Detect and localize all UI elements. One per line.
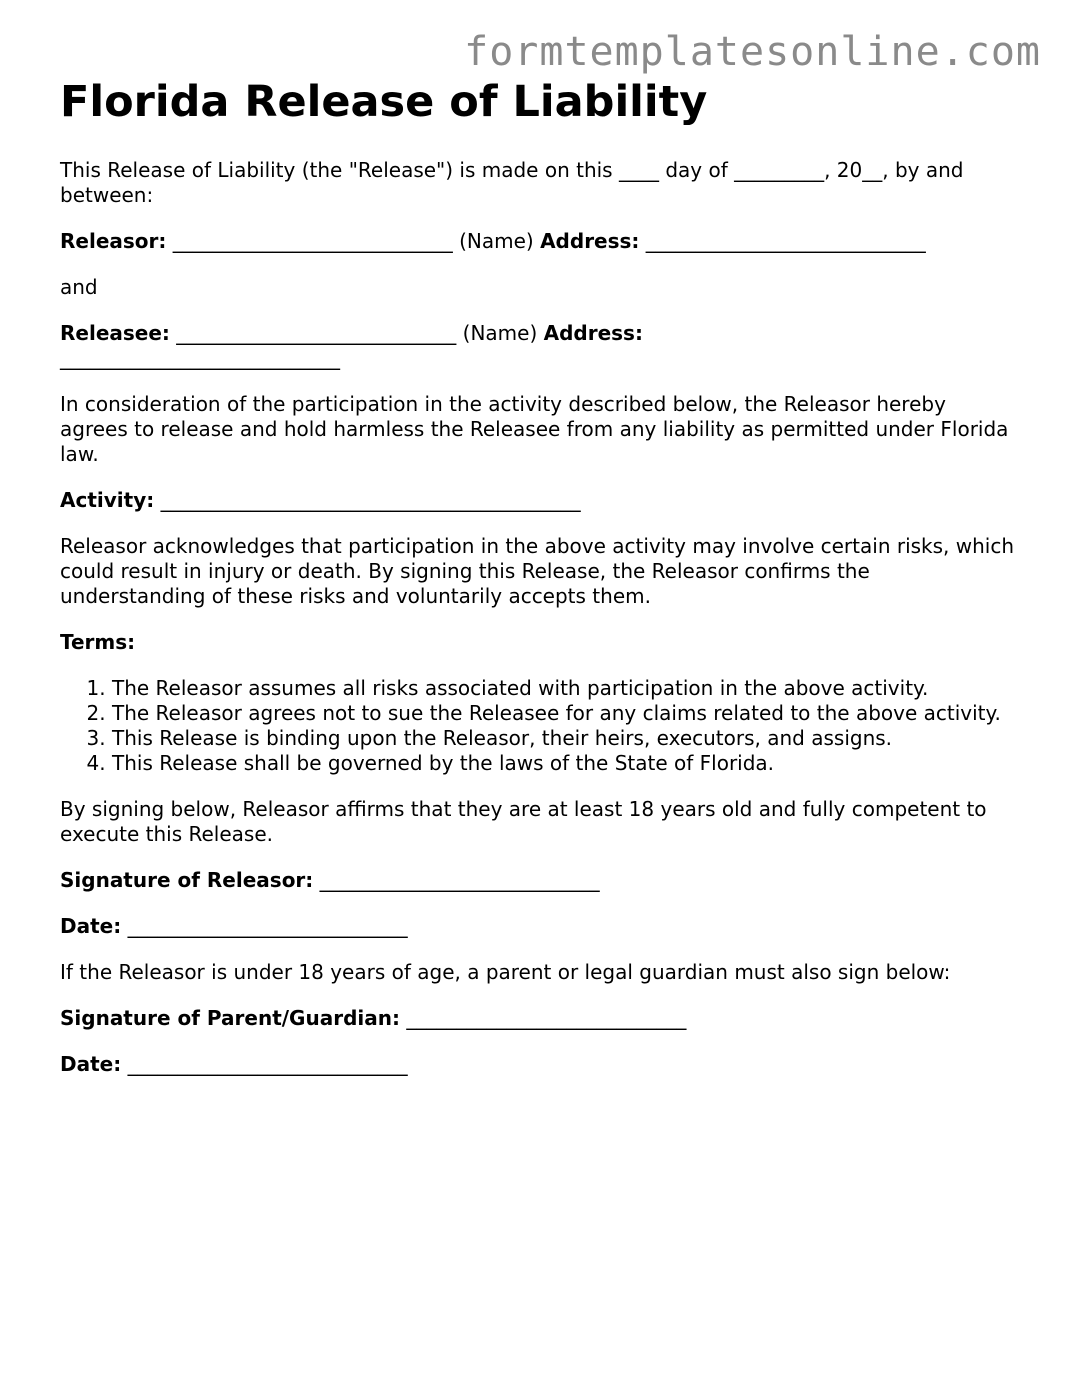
releasor-name-blank[interactable]: ____________________________ [172,229,453,253]
releasor-date-label: Date: [60,914,122,938]
releasor-line [60,229,1020,254]
terms-item: 1. The Releasor assumes all risks associated with participation in the above activity. [112,676,1020,701]
releasor-date-line [60,914,1020,939]
guardian-date-blank[interactable]: ____________________________ [127,1052,408,1076]
terms-list [60,676,1020,776]
consideration-paragraph: In consideration of the participation in the activity described below, the Releasor hereby agrees to release and hold harmless the Releasee from any liability as permitted under Florida law. [60,392,1009,466]
terms-item: 3. This Release is binding upon the Releasor, their heirs, executors, and assigns. [112,726,1020,751]
acknowledgement-paragraph: Releasor acknowledges that participation in the above activity may involve certain risks, which could result in injury or death. By signing this Release, the Releasor confirms the understanding of these risks and voluntarily accepts them. [60,534,1015,608]
affirmation-paragraph: By signing below, Releasor affirms that they are at least 18 years old and fully competent to execute this Release. [60,797,987,846]
guardian-signature-label: Signature of Parent/Guardian: [60,1006,400,1030]
releasor-label: Releasor: [60,229,167,253]
document-title: Florida Release of Liability [60,77,708,127]
guardian-signature-blank[interactable]: ____________________________ [406,1006,687,1030]
activity-line [60,488,1020,513]
releasee-name-hint: (Name) [462,321,538,345]
releasee-label: Releasee: [60,321,170,345]
releasor-signature-label: Signature of Releasor: [60,868,314,892]
activity-label: Activity: [60,488,155,512]
releasor-signature-line [60,868,1020,893]
guardian-date-label: Date: [60,1052,122,1076]
guardian-date-line [60,1052,1020,1077]
terms-item: 4. This Release shall be governed by the laws of the State of Florida. [112,751,1020,776]
minor-note-paragraph: If the Releasor is under 18 years of age, a parent or legal guardian must also sign below: [60,960,951,984]
releasee-name-blank[interactable]: ____________________________ [176,321,457,345]
guardian-signature-line [60,1006,1020,1031]
releasee-line [60,321,1020,371]
document-page [60,72,1020,1098]
terms-heading: Terms: [60,630,136,654]
activity-blank[interactable]: __________________________________________ [160,488,581,512]
and-text: and [60,275,98,299]
watermark: formtemplatesonline.com [464,29,1041,75]
releasor-address-label: Address: [540,229,640,253]
releasor-name-hint: (Name) [459,229,534,253]
terms-heading-line [60,630,1020,655]
releasor-signature-blank[interactable]: ____________________________ [319,868,600,892]
releasee-address-blank[interactable]: ____________________________ [60,346,340,370]
releasee-address-label: Address: [543,321,643,345]
releasor-address-blank[interactable]: ____________________________ [645,229,926,253]
intro-paragraph: This Release of Liability (the "Release") is made on this ____ day of _________, 20__, by and between: [60,158,964,207]
releasor-date-blank[interactable]: ____________________________ [127,914,408,938]
terms-item: 2. The Releasor agrees not to sue the Releasee for any claims related to the above activity. [112,701,1020,726]
